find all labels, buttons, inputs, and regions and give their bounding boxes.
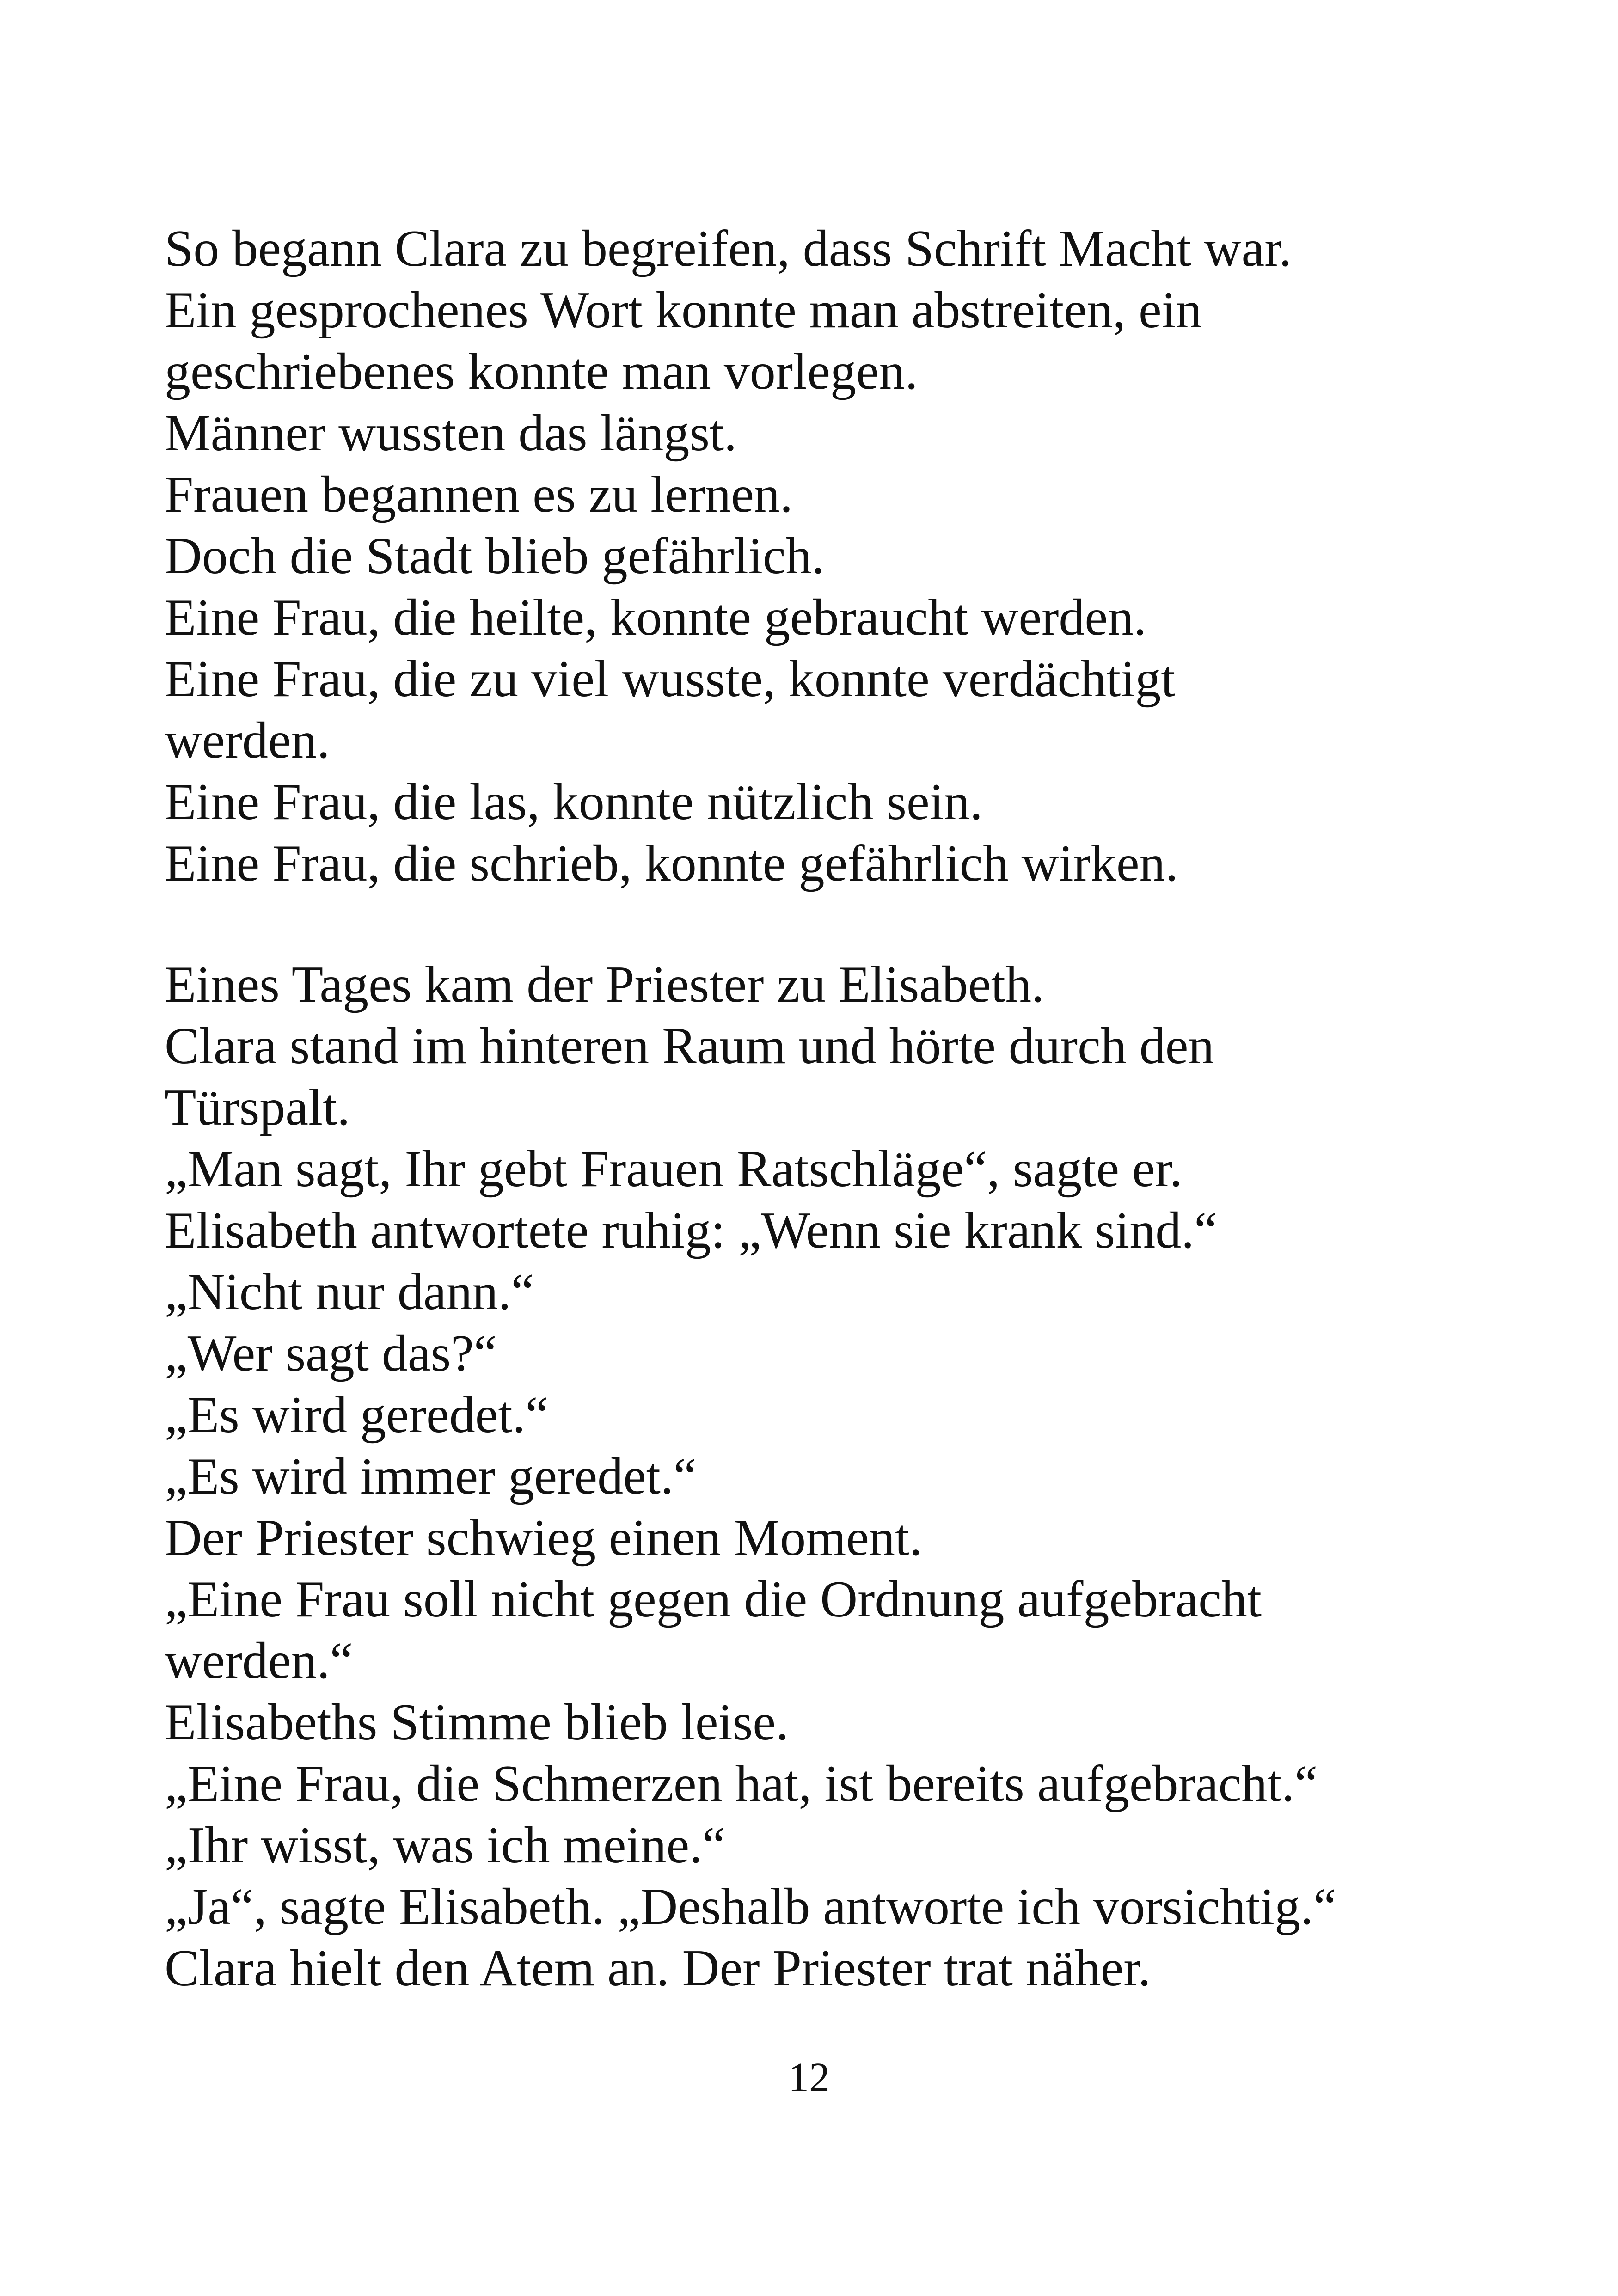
text-line: Elisabeths Stimme blieb leise.	[165, 1694, 789, 1751]
text-line: Doch die Stadt blieb gefährlich.	[165, 527, 825, 585]
text-line: „Eine Frau, die Schmerzen hat, ist bereits aufgebracht.“	[165, 1755, 1318, 1812]
text-line: So begann Clara zu begreifen, dass Schrift Macht war.	[165, 220, 1292, 277]
text-line: Ein gesprochenes Wort konnte man abstreiten, ein	[165, 282, 1202, 339]
text-line: „Ja“, sagte Elisabeth. „Deshalb antworte ich vorsichtig.“	[165, 1878, 1336, 1935]
text-line: Clara hielt den Atem an. Der Priester trat näher.	[165, 1940, 1151, 1997]
text-line: „Wer sagt das?“	[165, 1325, 497, 1382]
text-line: „Man sagt, Ihr gebt Frauen Ratschläge“, sagte er.	[165, 1140, 1183, 1198]
text-line: „Ihr wisst, was ich meine.“	[165, 1817, 725, 1874]
text-line: „Eine Frau soll nicht gegen die Ordnung aufgebracht	[165, 1571, 1262, 1628]
text-line: Männer wussten das längst.	[165, 404, 737, 462]
text-line: „Es wird immer geredet.“	[165, 1448, 697, 1505]
text-line: Eine Frau, die schrieb, konnte gefährlich wirken.	[165, 835, 1178, 892]
text-line: „Nicht nur dann.“	[165, 1263, 534, 1321]
text-line: Frauen begannen es zu lernen.	[165, 466, 793, 523]
text-line: Eines Tages kam der Priester zu Elisabeth.	[165, 956, 1044, 1013]
text-line: Eine Frau, die heilte, konnte gebraucht werden.	[165, 589, 1147, 646]
text-line: Eine Frau, die las, konnte nützlich sein.	[165, 773, 983, 831]
text-line: Türspalt.	[165, 1079, 350, 1136]
text-line: werden.“	[165, 1632, 353, 1690]
text-line: Eine Frau, die zu viel wusste, konnte verdächtigt	[165, 650, 1176, 708]
paragraph-1	[165, 218, 1505, 894]
text-line: Elisabeth antwortete ruhig: „Wenn sie krank sind.“	[165, 1202, 1217, 1259]
text-line: geschriebenes konnte man vorlegen.	[165, 343, 918, 400]
paragraph-2	[165, 954, 1505, 1999]
text-line: werden.	[165, 712, 330, 769]
page-number: 12	[788, 2055, 830, 2100]
text-line: „Es wird geredet.“	[165, 1386, 549, 1444]
text-line: Clara stand im hinteren Raum und hörte durch den	[165, 1017, 1214, 1075]
text-line: Der Priester schwieg einen Moment.	[165, 1509, 923, 1567]
